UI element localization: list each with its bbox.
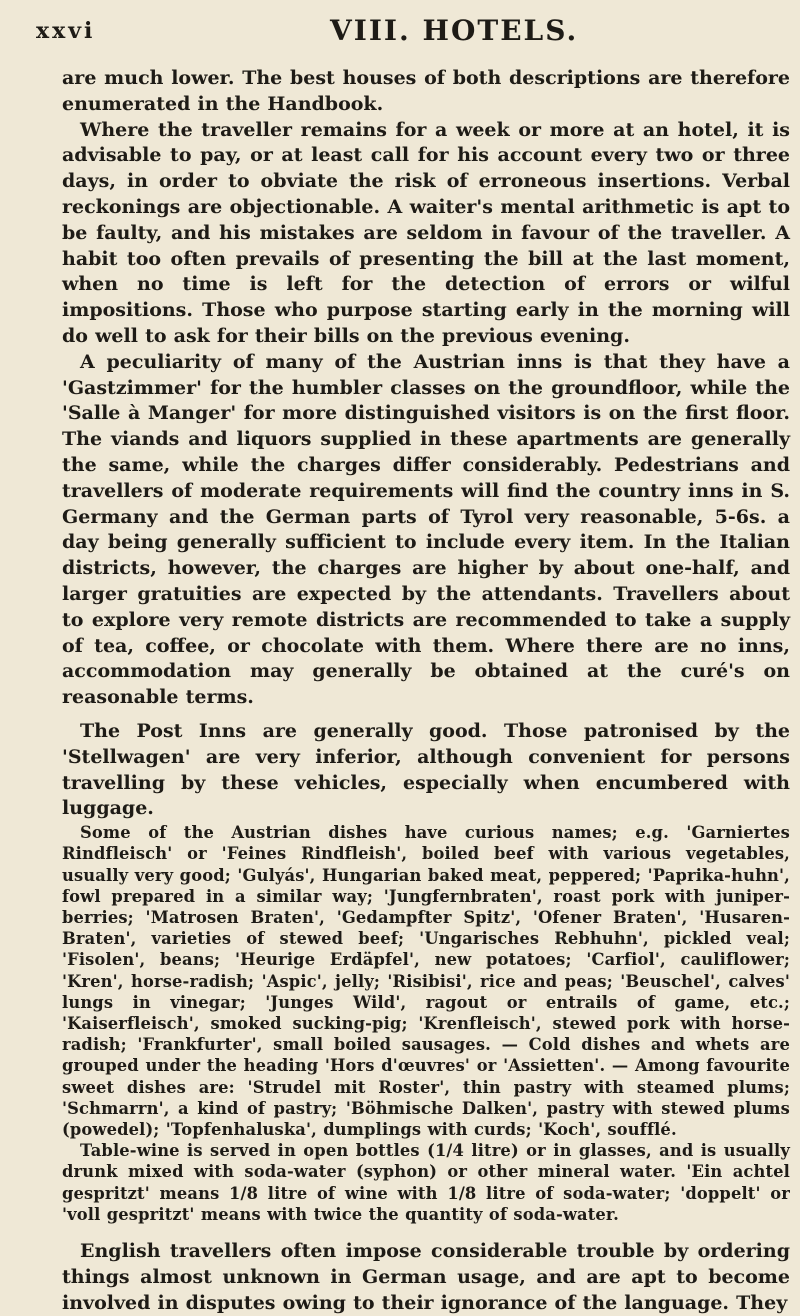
running-title: VIII. HOTELS. <box>330 14 579 47</box>
page-header <box>0 0 800 60</box>
paragraph-continuation: are much lower. The best houses of both descriptions are therefore enumerated in the Handbook. <box>62 67 790 115</box>
paragraph-post-inns: The Post Inns are generally good. Those patronised by the 'Stellwagen' are very inferior, although convenient for persons travelling by these vehicles, especially when encumbered with luggage. <box>62 719 790 820</box>
paragraph-billing: Where the traveller remains for a week or more at an hotel, it is advisable to pay, or at least call for his account every two or three days, in order to obviate the risk of erroneous insertions. Verbal reckonings are objectionable. A waiter's mental arithmetic is apt to be faulty, and his mistakes are seldom in favour of the traveller. A habit too often prevails of presenting the bill at the last moment, when no time is left for the detection of errors or wilful impositions. Those who purpose starting early in the morning will do well to ask for their bills on the previous evening. <box>62 118 790 347</box>
paragraph-table-wine: Table-wine is served in open bottles (1/4 litre) or in glasses, and is usually drunk mixed with soda-water (syphon) or other mineral water. 'Ein achtel gespritzt' means 1/8 litre of wine with 1/8 litre of soda-water; 'doppelt' or 'voll gespritzt' means with twice the quantity of soda-water. <box>62 1141 790 1224</box>
body-text <box>62 66 790 1316</box>
paragraph-austrian-inns: A peculiarity of many of the Austrian inns is that they have a 'Gastzimmer' for the humbler classes on the groundfloor, while the 'Salle à Manger' for more distinguished visitors is on the first floor. The viands and liquors supplied in these apartments are generally the same, while the charges differ considerably. Pedestrians and travellers of moderate requirements will find the country inns in S. Germany and the German parts of Tyrol very reasonable, 5-6s. a day being generally sufficient to include every item. In the Italian districts, however, the charges are higher by about one-half, and larger gratuities are expected by the attendants. Travellers about to explore very remote districts are recommended to take a supply of tea, coffee, or chocolate with them. Where there are no inns, accommodation may generally be obtained at the curé's on reasonable terms. <box>62 350 790 709</box>
paragraph-austrian-dishes: Some of the Austrian dishes have curious names; e.g. 'Garniertes Rindfleisch' or 'Feines Rindfleish', boiled beef with various vegetables, usually very good; 'Gulyás', Hungarian baked meat, peppered; 'Paprika-huhn', fowl prepared in a similar way; 'Jungfernbraten', roast pork with juniper-berries; 'Matrosen Braten', 'Gedampfter Spitz', 'Ofener Braten', 'Husaren-Braten', varieties of stewed beef; 'Ungarisches Rebhuhn', pickled veal; 'Fisolen', beans; 'Heurige Erdäpfel', new potatoes; 'Carfiol', cauliflower; 'Kren', horse-radish; 'Aspic', jelly; 'Risibisi', rice and peas; 'Beuschel', calves' lungs in vinegar; 'Junges Wild', ragout or entrails of game, etc.; 'Kaiserfleisch', smoked sucking-pig; 'Krenfleisch', stewed pork with horse-radish; 'Frankfurter', small boiled sausages. — Cold dishes and whets are grouped under the heading 'Hors d'œuvres' or 'Assietten'. — Among favourite sweet dishes are: 'Strudel mit Roster', thin pastry with steamed plums; 'Schmarrn', a kind of pastry; 'Böhmische Dalken', pastry with stewed plums (powedel); 'Topfenhaluska', dumplings with curds; 'Koch', soufflé. <box>62 823 790 1139</box>
paragraph-english-travellers: English travellers often impose considerable trouble by ordering things almost unknown in German usage, and are apt to become involved in disputes owing to their ignorance of the language. They <box>62 1239 790 1314</box>
page-number: xxvi <box>36 18 96 44</box>
